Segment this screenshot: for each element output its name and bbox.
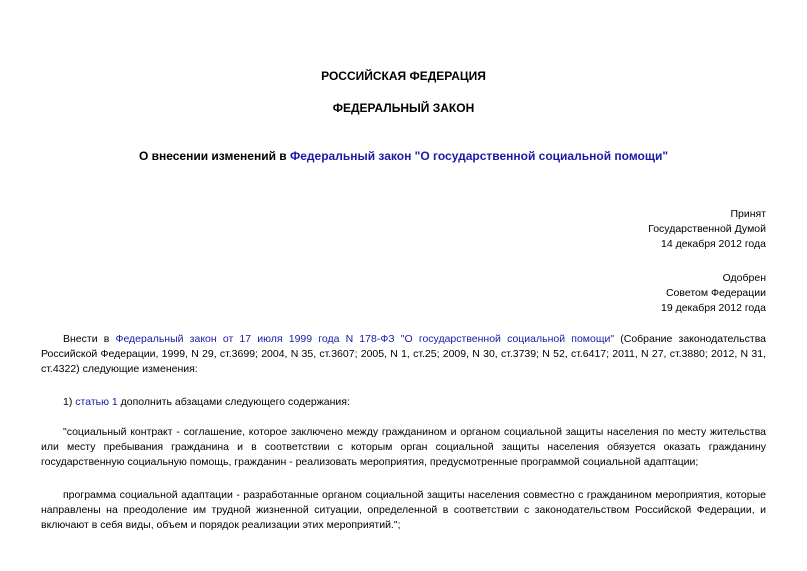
article-1-link[interactable]: статью 1 (75, 396, 118, 408)
title-law-link[interactable]: Федеральный закон "О государственной социальной помощи" (290, 149, 669, 163)
federal-law-178-link[interactable]: Федеральный закон от 17 июля 1999 года N 178-ФЗ "О государственной социальной помощи" (115, 333, 615, 345)
duma-adoption-block (648, 207, 766, 252)
duma-adoption-status: Принят (730, 208, 766, 220)
amendment-intro-paragraph (41, 332, 766, 377)
social-contract-definition (41, 425, 766, 470)
amendment-item-1 (41, 395, 766, 410)
title-prefix: О внесении изменений в (138, 149, 290, 163)
item-1-prefix: 1) (63, 396, 76, 408)
adaptation-program-text: программа социальной адаптации - разработанные органом социальной защиты населения совместно с гражданином мероприятия, которые направлены на преодоление им трудной жизненной ситуации, определенной в соответствии с законодательством Российской Федерации, и включают в себя виды, объем и порядок реализации этих мероприятий."; (41, 489, 766, 531)
document-type-heading: ФЕДЕРАЛЬНЫЙ ЗАКОН (332, 101, 475, 115)
council-approval-date: 19 декабря 2012 года (660, 302, 766, 314)
duma-adoption-body: Государственной Думой (648, 223, 766, 235)
social-contract-text: "социальный контракт - соглашение, которое заключено между гражданином и органом социальной защиты населения по месту жительства или месту пребывания гражданина и в соответствии с которым орган социальной защиты населения обязуется оказать гражданину государственную социальную помощь, гражданин - реализовать мероприятия, предусмотренные программой социальной адаптации; (41, 426, 766, 468)
intro-suffix: (Собрание законодательства Российской Федерации, 1999, N 29, ст.3699; 2004, N 35, ст.3607; 2005, N 1, ст.25; 2009, N 30, ст.3739; N 52, ст.6417; 2011, N 27, ст.3880; 2012, N 31, ст.4322) следующие изменения: (41, 333, 766, 375)
duma-adoption-date: 14 декабря 2012 года (660, 238, 766, 250)
intro-prefix: Внести в (63, 333, 116, 345)
document-title (101, 149, 706, 163)
council-approval-block (661, 271, 766, 316)
council-approval-status: Одобрен (722, 272, 766, 284)
item-1-suffix: дополнить абзацами следующего содержания: (117, 396, 350, 408)
council-approval-body: Советом Федерации (665, 287, 766, 299)
document-page (41, 0, 766, 571)
adaptation-program-definition (41, 488, 766, 533)
country-heading: РОССИЙСКАЯ ФЕДЕРАЦИЯ (321, 69, 486, 83)
